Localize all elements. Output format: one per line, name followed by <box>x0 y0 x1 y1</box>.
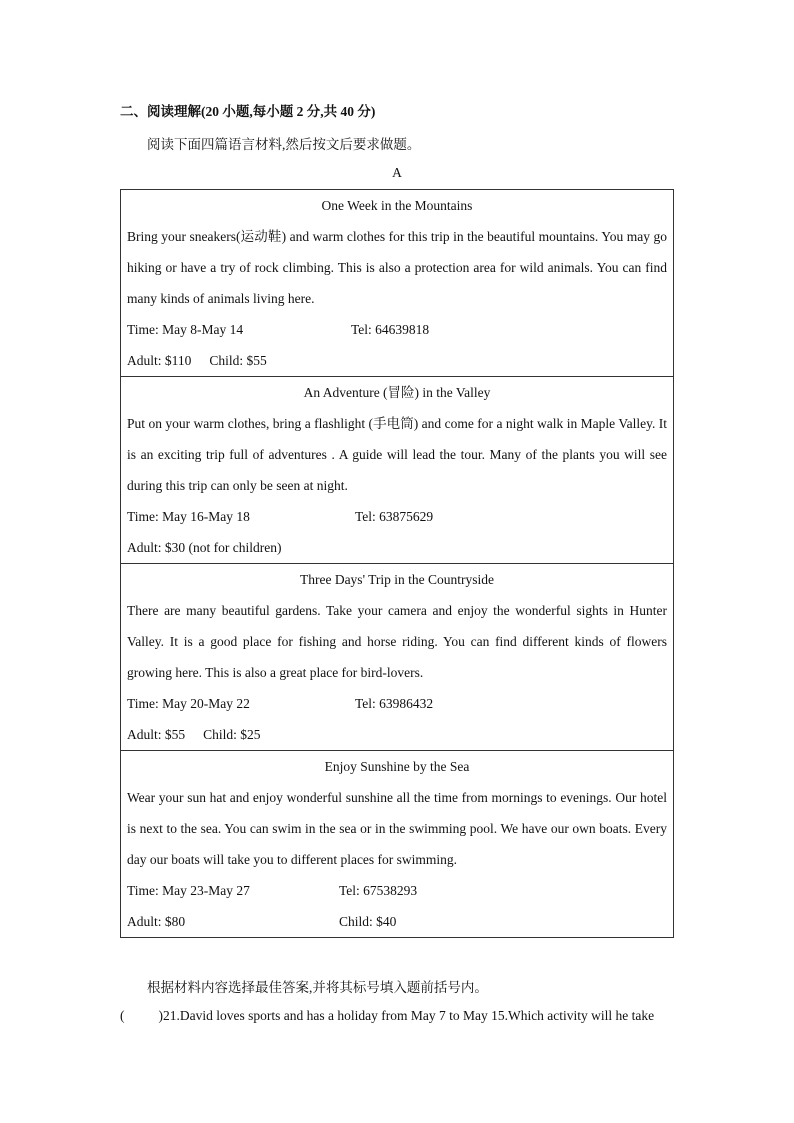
ad-time: Time: May 16-May 18 <box>127 509 250 524</box>
question-intro: 根据材料内容选择最佳答案,并将其标号填入题前括号内。 <box>147 980 488 995</box>
ad-cell <box>121 564 674 751</box>
ad-cell <box>121 377 674 564</box>
ad-tel: Tel: 63875629 <box>355 509 434 524</box>
ad-title: One Week in the Mountains <box>321 198 473 213</box>
ad-title: An Adventure (冒险) in the Valley <box>303 385 491 400</box>
question-21 <box>120 1008 674 1024</box>
ad-title: Enjoy Sunshine by the Sea <box>324 759 470 774</box>
ad-child-price: Child: $40 <box>339 914 397 929</box>
ad-row-1 <box>121 190 674 377</box>
ad-price-row <box>127 532 667 563</box>
ad-adult-price: Adult: $55 <box>127 727 186 742</box>
ad-adult-price: Adult: $30 (not for children) <box>127 540 282 555</box>
ad-time-row <box>127 501 667 532</box>
ad-price-row <box>127 906 667 937</box>
answer-paren-close: ) <box>158 1008 163 1023</box>
ad-cell <box>121 190 674 377</box>
ad-time: Time: May 20-May 22 <box>127 696 250 711</box>
ad-time: Time: May 23-May 27 <box>127 883 250 898</box>
ad-title: Three Days' Trip in the Countryside <box>299 572 495 587</box>
ad-body: Wear your sun hat and enjoy wonderful sunshine all the time from mornings to evenings. Our hotel is next to the sea. You can swim in the sea or in the swimming pool. We have our own boats. Every day our boats will take you to different places for swimming. <box>127 790 667 867</box>
section-title: 二、阅读理解(20 小题,每小题 2 分,共 40 分) <box>120 104 376 119</box>
ad-price-row <box>127 345 667 376</box>
ad-body: Bring your sneakers(运动鞋) and warm clothes for this trip in the beautiful mountains. You may go hiking or have a try of rock climbing. This is also a protection area for wild animals. You can find many kinds of animals living here. <box>127 229 667 306</box>
answer-paren-open: ( <box>120 1008 125 1023</box>
ads-table <box>120 189 674 938</box>
ad-tel: Tel: 67538293 <box>339 883 418 898</box>
ad-child-price: Child: $55 <box>209 353 267 368</box>
ad-child-price: Child: $25 <box>203 727 261 742</box>
ad-body: Put on your warm clothes, bring a flashlight (手电筒) and come for a night walk in Maple Valley. It is an exciting trip full of adventures . A guide will lead the tour. Many of the plants you will see during this trip can only be seen at night. <box>127 416 667 493</box>
ad-time: Time: May 8-May 14 <box>127 322 244 337</box>
ad-tel: Tel: 64639818 <box>351 322 430 337</box>
ad-adult-price: Adult: $110 <box>127 353 192 368</box>
ad-time-row <box>127 314 667 345</box>
ad-adult-price: Adult: $80 <box>127 914 186 929</box>
instructions: 阅读下面四篇语言材料,然后按文后要求做题。 <box>147 137 421 152</box>
ad-row-3 <box>121 564 674 751</box>
ad-body: There are many beautiful gardens. Take your camera and enjoy the wonderful sights in Hunter Valley. It is a good place for fishing and horse riding. You can find different kinds of flowers growing here. This is also a great place for bird-lovers. <box>127 603 667 680</box>
ad-tel: Tel: 63986432 <box>355 696 434 711</box>
passage-label: A <box>392 165 402 180</box>
ad-cell <box>121 751 674 938</box>
ad-price-row <box>127 719 667 750</box>
ad-row-4 <box>121 751 674 938</box>
question-text: 21.David loves sports and has a holiday from May 7 to May 15.Which activity will he take <box>163 1008 655 1023</box>
ad-time-row <box>127 688 667 719</box>
ad-row-2 <box>121 377 674 564</box>
ad-time-row <box>127 875 667 906</box>
